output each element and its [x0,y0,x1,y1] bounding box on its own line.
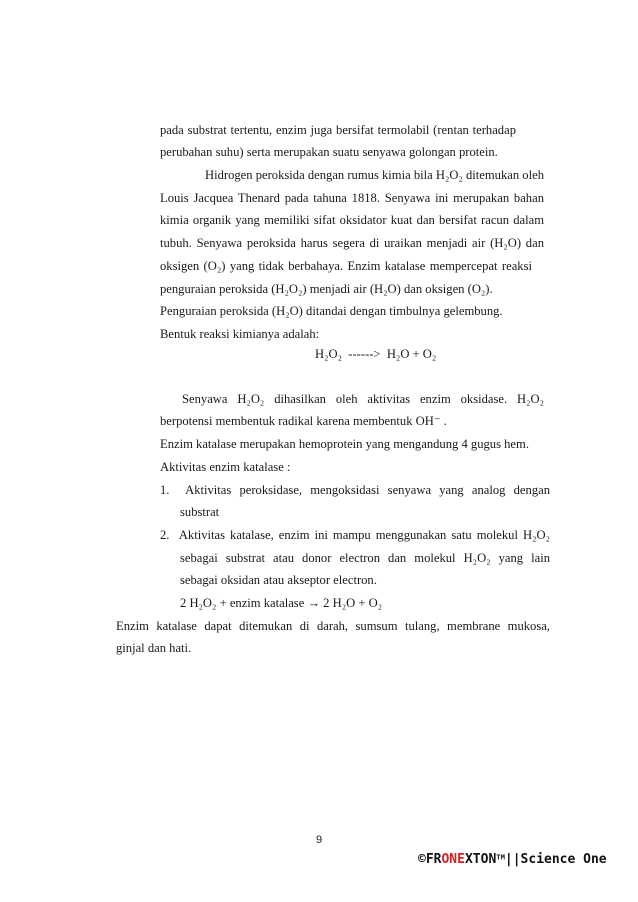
list-item: 1. Aktivitas peroksidase, mengoksidasi senyawa yang analog dengan [160,483,550,497]
text-line: perubahan suhu) serta merupakan suatu senyawa golongan protein. [160,145,498,159]
text-line: Enzim katalase merupakan hemoprotein yang mengandung 4 gugus hem. [160,437,529,451]
reaction-equation: 2 H₂O₂ + enzim katalase → 2 H₂O + O₂ [180,596,383,610]
text-line: pada substrat tertentu, enzim juga bersifat termolabil (rentan terhadap [160,123,516,137]
watermark-tm: TM [496,852,505,862]
text-line: berpotensi membentuk radikal karena membentuk OH⁻ . [160,414,447,428]
watermark-brand-a: FR [425,852,442,867]
text-line: sebagai substrat atau donor electron dan molekul H₂O₂ yang lain [180,551,550,565]
text-line: Aktivitas enzim katalase : [160,460,291,474]
text-line: tubuh. Senyawa peroksida harus segera di uraikan menjadi air (H₂O) dan [160,236,544,250]
watermark-brand-c: XTON [464,852,497,867]
list-item: 2. Aktivitas katalase, enzim ini mampu menggunakan satu molekul H₂O₂ [160,528,550,542]
watermark-suffix: ||Science One [504,852,607,867]
text-line: penguraian peroksida (H₂O₂) menjadi air (H₂O) dan oksigen (O₂). [160,282,493,296]
text-line: Bentuk reaksi kimianya adalah: [160,327,320,341]
watermark-brand-b: ONE [441,852,465,867]
text-line: oksigen (O₂) yang tidak berbahaya. Enzim katalase mempercepat reaksi [160,259,532,273]
text-line: Penguraian peroksida (H₂O) ditandai dengan timbulnya gelembung. [160,304,503,318]
text-line: ginjal dan hati. [116,641,192,655]
text-line: substrat [180,505,220,519]
watermark [418,852,607,867]
reaction-equation: H₂O₂ ------> H₂O + O₂ [315,347,437,361]
page-number: 9 [315,834,323,846]
text-line: kimia organik yang memiliki sifat oksidator kuat dan bersifat racun dalam [160,213,544,227]
text-line: sebagai oksidan atau akseptor electron. [180,573,377,587]
text-line: Louis Jacquea Thenard pada tahuna 1818. Senyawa ini merupakan bahan [160,191,544,205]
text-line: Enzim katalase dapat ditemukan di darah, sumsum tulang, membrane mukosa, [116,619,550,633]
text-line: Senyawa H₂O₂ dihasilkan oleh aktivitas enzim oksidase. H₂O₂ [182,392,544,406]
watermark-copyright: © [418,852,426,867]
text-line: Hidrogen peroksida dengan rumus kimia bila H₂O₂ ditemukan oleh [205,168,544,182]
